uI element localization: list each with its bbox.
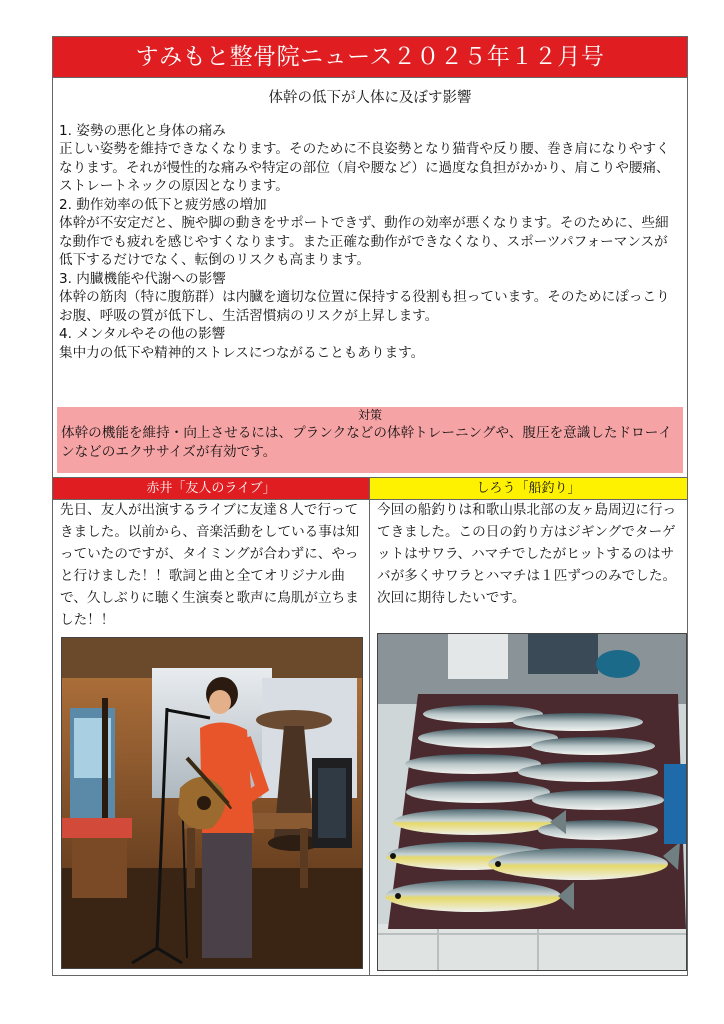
- section-body: 体幹が不安定だと、腕や脚の動きをサポートできず、動作の効率が悪くなります。そのために、些細な動作でも疲れを感じやすくなります。また正確な動作ができなくなり、スポーツパフォーマンスが低下するだけでなく、転倒のリスクも高まります。: [59, 215, 669, 268]
- section-heading: 4. メンタルやその他の影響: [59, 326, 226, 342]
- newsletter-title: すみもと整骨院ニュース２０２５年１２月号: [53, 37, 687, 78]
- left-column-text: 先日、友人が出演するライブに友達８人で行ってきました。以前から、音楽活動をしている事は知っていたのですが、タイミングが合わずに、やっと行けました！！歌詞と曲と全てオリジナル曲で、久しぶりに聴く生演奏と歌声に鳥肌が立ちました！！: [60, 502, 360, 628]
- section-heading: 3. 内臓機能や代謝への影響: [59, 270, 226, 287]
- left-column-header: 赤井「友人のライブ」: [53, 477, 369, 500]
- main-article: [59, 89, 681, 362]
- countermeasure-body: 体幹の機能を維持・向上させるには、プランクなどの体幹トレーニングや、腹圧を意識したドローインなどのエクササイズが有効です。: [61, 425, 672, 460]
- section-body: 正しい姿勢を維持できなくなります。そのために不良姿勢となり猫背や反り腰、巻き肩になりやすくなります。それが慢性的な痛みや特定の部位（肩や腰など）に過度な負担がかかり、肩こりや腰痛、ストレートネックの原因となります。: [59, 141, 670, 194]
- live-music-photo: [61, 637, 363, 969]
- section-body: 体幹の筋肉（特に腹筋群）は内臓を適切な位置に保持する役割も担っています。そのためにぽっこりお腹、呼吸の質が低下し、生活習慣病のリスクが上昇します。: [59, 289, 670, 324]
- right-column-text: 今回の船釣りは和歌山県北部の友ヶ島周辺に行ってきました。この日の釣り方はジギングでターゲットはサワラ、ハマチでしたがヒットするのはサバが多くサワラとハマチは１匹ずつのみでした。次回に期待したいです。: [377, 502, 677, 606]
- countermeasure-box: [57, 407, 683, 473]
- section-heading: 2. 動作効率の低下と疲労感の増加: [59, 196, 267, 213]
- section-heading: 1. 姿勢の悪化と身体の痛み: [59, 122, 226, 139]
- fishing-catch-photo: [377, 633, 687, 971]
- section-body: 集中力の低下や精神的ストレスにつながることもあります。: [59, 344, 425, 361]
- countermeasure-title: 対策: [357, 408, 382, 422]
- right-column-header: しろう「船釣り」: [370, 477, 687, 500]
- article-title: 体幹の低下が人体に及ぼす影響: [268, 90, 472, 106]
- newsletter-page: [52, 36, 688, 976]
- column-divider: [369, 477, 370, 975]
